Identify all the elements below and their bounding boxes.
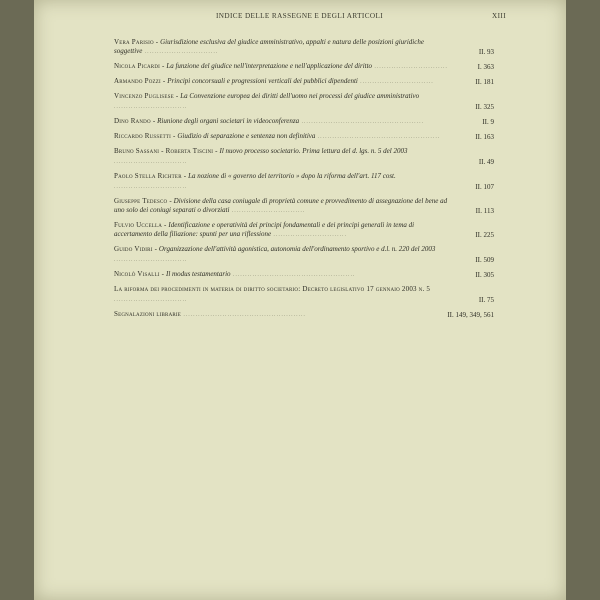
dot-leader: .............................. xyxy=(357,80,434,85)
dot-leader: .................................................. xyxy=(181,313,307,318)
index-entry-body xyxy=(114,147,494,167)
dot-leader: .................................................. xyxy=(299,120,425,125)
entry-title: Identificazione e operatività dei principi fondamentali e dei principi generali in tema di accertamento della filiazione: spunti per una riflessione xyxy=(114,221,415,238)
index-entry-body xyxy=(114,310,494,320)
entry-author: Vera Parisio xyxy=(114,38,154,46)
index-entry xyxy=(114,77,494,87)
index-entry xyxy=(114,245,494,265)
entry-page-reference: I. 363 xyxy=(477,63,494,71)
dot-leader: .................................................. xyxy=(230,273,356,278)
entry-page-reference: II. 107 xyxy=(475,183,494,191)
entry-title: Organizzazione dell'attività agonistica, autonomia dell'ordinamento sportivo e d.l. n. 220 del 2003 xyxy=(158,245,436,253)
header-title: INDICE DELLE RASSEGNE E DEGLI ARTICOLI xyxy=(216,12,384,20)
entry-title: Segnalazioni librarie xyxy=(114,310,182,318)
entry-page-reference: II. 181 xyxy=(475,78,494,86)
dot-leader: .............................. xyxy=(114,298,188,303)
entry-separator: - xyxy=(162,77,166,85)
entry-separator: - xyxy=(169,197,172,205)
running-header xyxy=(34,12,566,26)
entry-page-reference: II. 225 xyxy=(475,231,494,239)
entry-separator: - xyxy=(183,172,187,180)
index-entry xyxy=(114,132,494,142)
index-entry-body xyxy=(114,221,494,240)
entry-separator: - xyxy=(164,221,167,229)
index-entries xyxy=(114,38,494,325)
entry-title: Il nuovo processo societario. Prima lettura del d. lgs. n. 5 del 2003 xyxy=(219,147,408,155)
entry-author: Nicolò Visalli xyxy=(114,270,160,278)
entry-title: La nozione di « governo del territorio » dopo la riforma dell'art. 117 cost. xyxy=(188,172,396,180)
index-entry-body xyxy=(114,38,494,57)
index-entry xyxy=(114,92,494,112)
entry-title: La Convenzione europea dei diritti dell'uomo nei processi del giudice amministrativo xyxy=(180,92,420,100)
entry-page-reference: II. 75 xyxy=(478,296,494,304)
entry-separator: - xyxy=(175,92,179,100)
entry-separator: - xyxy=(154,245,157,253)
book-page xyxy=(34,0,566,600)
entry-page-reference: II. 325 xyxy=(475,103,494,111)
entry-title: La riforma dei procedimenti in materia di diritto societario: Decreto legislativo 17 gennaio 2003 n. 5 xyxy=(114,285,431,293)
entry-page-reference: II. 509 xyxy=(475,256,494,264)
index-entry-body xyxy=(114,285,494,305)
dot-leader: .............................. xyxy=(142,50,219,55)
entry-title: Riunione degli organi societari in videoconferenza xyxy=(157,117,300,125)
entry-title: Giurisdizione esclusiva del giudice amministrativo, appalti e natura delle posizioni giuridiche soggettive xyxy=(114,38,424,55)
entry-separator: - xyxy=(162,62,165,70)
entry-author: Guido Vidiri xyxy=(114,245,153,253)
entry-author: Dino Rando xyxy=(114,117,151,125)
index-entry-body xyxy=(114,197,494,216)
index-entry-body xyxy=(114,245,494,265)
index-entry xyxy=(114,197,494,216)
index-entry-body xyxy=(114,77,494,87)
index-entry xyxy=(114,285,494,305)
dot-leader: .............................. xyxy=(114,160,188,165)
dot-leader: .............................. xyxy=(114,185,188,190)
dot-leader: .............................. xyxy=(114,105,188,110)
index-entry xyxy=(114,117,494,127)
entry-author: Fulvio Uccella xyxy=(114,221,163,229)
entry-page-reference: II. 163 xyxy=(475,133,494,141)
entry-author: Armando Pozzi xyxy=(114,77,161,85)
entry-page-reference: II. 305 xyxy=(475,271,494,279)
entry-page-reference: II. 93 xyxy=(478,48,494,56)
entry-author: Riccardo Russetti xyxy=(114,132,171,140)
index-entry xyxy=(114,62,494,72)
entry-title: Principi concorsuali e progressioni verticali dei pubblici dipendenti xyxy=(167,77,358,85)
index-entry xyxy=(114,221,494,240)
entry-title: Divisione della casa coniugale di proprietà comune e provvedimento di assegnazione del bene ad uno solo dei coniugi separati o divorziati xyxy=(114,197,448,214)
entry-author: Paolo Stella Richter xyxy=(114,172,182,180)
entry-author: Vincenzo Puglisese xyxy=(114,92,174,100)
entry-page-reference: II. 49 xyxy=(478,158,494,166)
index-entry-body xyxy=(114,132,494,142)
entry-page-reference: II. 9 xyxy=(482,118,494,126)
index-entry xyxy=(114,38,494,57)
header-page-number: XIII xyxy=(492,12,506,20)
index-entry-body xyxy=(114,172,494,192)
entry-title: La funzione del giudice nell'interpretazione e nell'applicazione del diritto xyxy=(166,62,373,70)
entry-title: Giudizio di separazione e sentenza non definitiva xyxy=(177,132,316,140)
index-entry-body xyxy=(114,270,494,280)
entry-author: Bruno Sassani - Roberta Tiscini xyxy=(114,147,214,155)
index-entry xyxy=(114,172,494,192)
dot-leader: .................................................. xyxy=(315,135,441,140)
entry-author: Nicola Picardi xyxy=(114,62,160,70)
dot-leader: .............................. xyxy=(114,258,188,263)
index-entry-body xyxy=(114,92,494,112)
entry-page-reference: II. 149, 349, 561 xyxy=(447,311,494,319)
entry-separator: - xyxy=(215,147,218,155)
dot-leader: .............................. xyxy=(372,65,449,70)
entry-author: Giuseppe Tedesco xyxy=(114,197,168,205)
entry-separator: - xyxy=(152,117,156,125)
index-entry xyxy=(114,310,494,320)
dot-leader: .............................. xyxy=(271,233,348,238)
entry-separator: - xyxy=(155,38,159,46)
dot-leader: .............................. xyxy=(229,209,306,214)
entry-separator: - xyxy=(161,270,164,278)
entry-title: Il modus testamentario xyxy=(165,270,231,278)
index-entry-body xyxy=(114,62,494,72)
entry-page-reference: II. 113 xyxy=(475,207,494,215)
index-entry xyxy=(114,270,494,280)
index-entry-body xyxy=(114,117,494,127)
index-entry xyxy=(114,147,494,167)
entry-separator: - xyxy=(173,132,176,140)
